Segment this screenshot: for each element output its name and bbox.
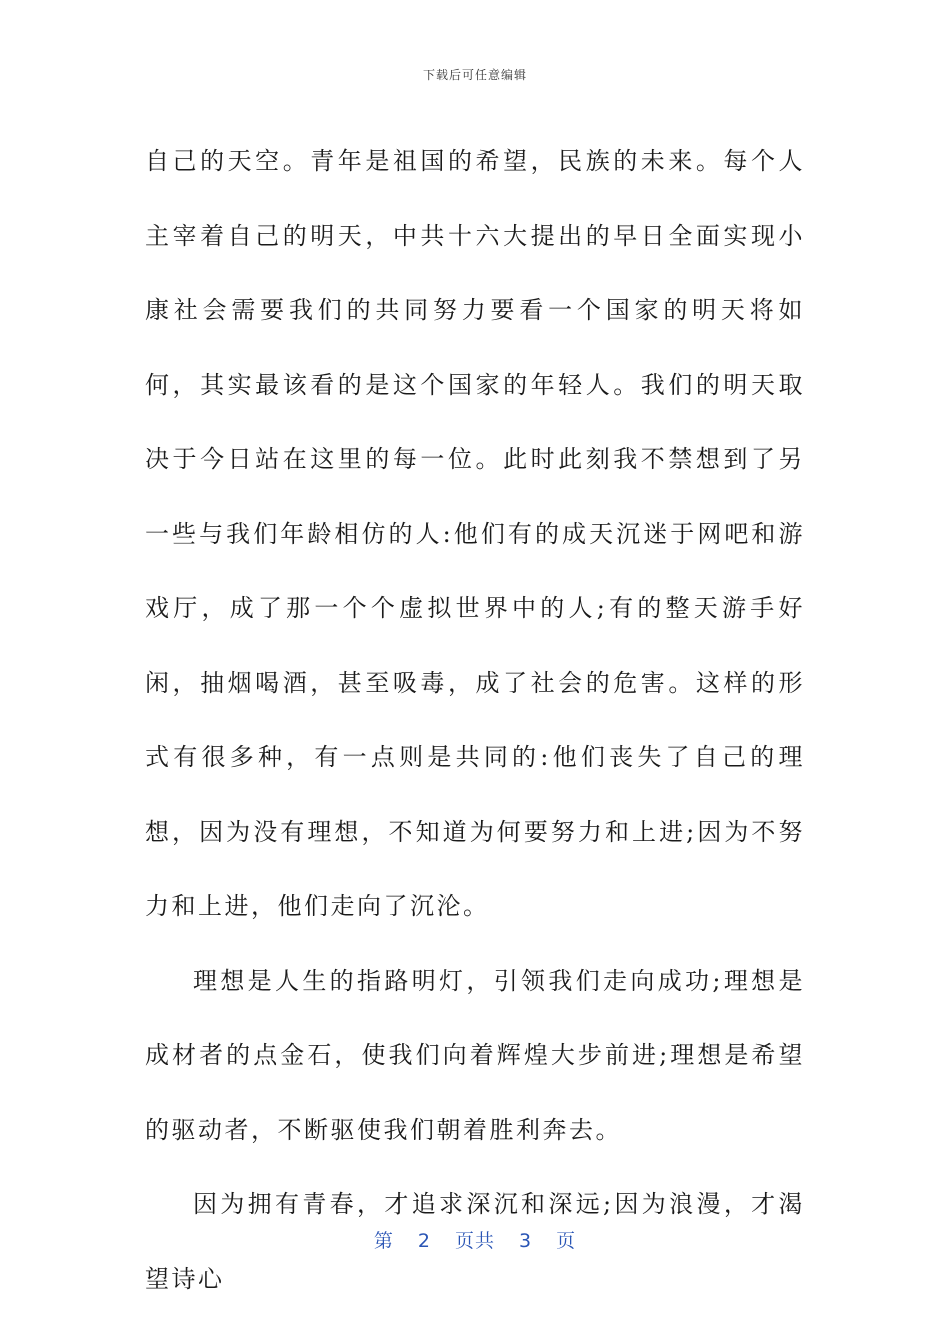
page-footer [0,1226,950,1253]
current-page-number: 2 [417,1230,431,1252]
document-body [145,124,805,1316]
total-page-number: 3 [519,1230,533,1252]
footer-suffix: 页 [556,1230,577,1252]
footer-middle: 页共 [454,1230,495,1252]
paragraph-3: 因为拥有青春，才追求深沉和深远;因为浪漫，才渴望诗心 [145,1190,805,1293]
page-header-note: 下载后可任意编辑 [422,68,527,82]
paragraph-1: 自己的天空。青年是祖国的希望，民族的未来。每个人主宰着自己的明天，中共十六大提出的早日全面实现小康社会需要我们的共同努力要看一个国家的明天将如何，其实最该看的是这个国家的年轻人。我们的明天取决于今日站在这里的每一位。此时此刻我不禁想到了另一些与我们年龄相仿的人:他们有的成天沉迷于网吧和游戏厅，成了那一个个虚拟世界中的人;有的整天游手好闲，抽烟喝酒，甚至吸毒，成了社会的危害。这样的形式有很多种，有一点则是共同的:他们丧失了自己的理想，因为没有理想，不知道为何要努力和上进;因为不努力和上进，他们走向了沉沦。 [145,147,805,920]
footer-prefix: 第 [373,1230,394,1252]
paragraph-2: 理想是人生的指路明灯，引领我们走向成功;理想是成材者的点金石，使我们向着辉煌大步前进;理想是希望的驱动者，不断驱使我们朝着胜利奔去。 [145,966,805,1144]
